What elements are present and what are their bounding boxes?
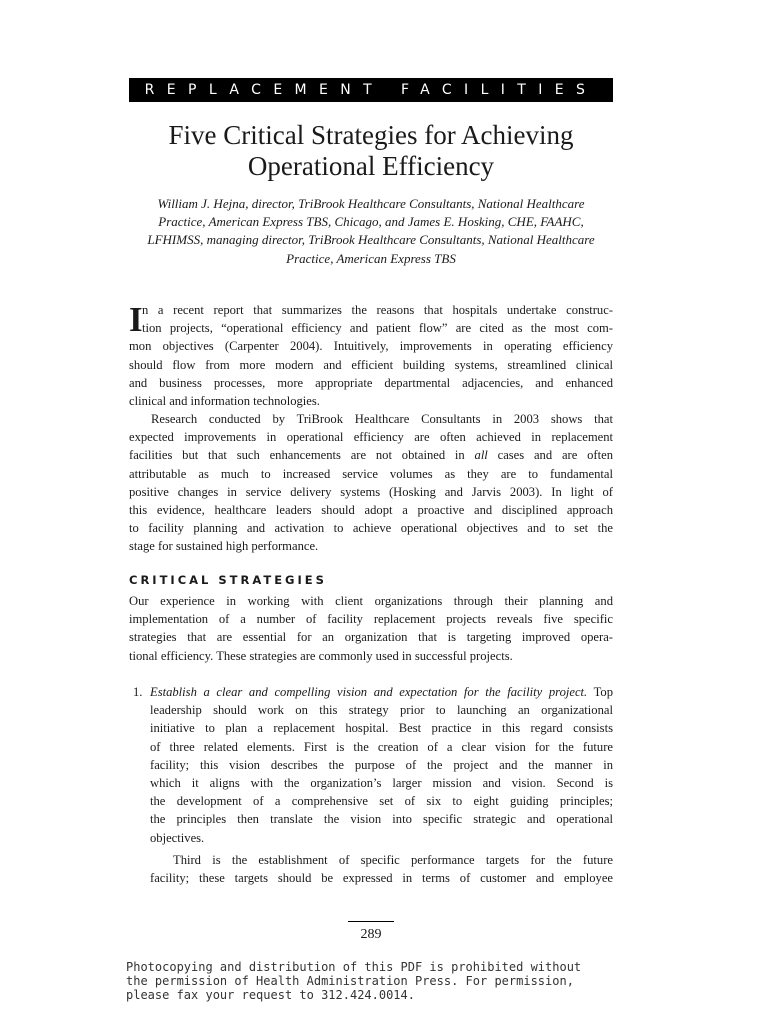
text-line: mon objectives (Carpenter 2004). Intuitively, improvements in operating efficiency <box>129 339 613 354</box>
text-line: stage for sustained high performance. <box>129 539 319 554</box>
strategy-list-item <box>129 683 613 887</box>
drop-cap: I <box>129 300 143 339</box>
author-byline <box>118 195 624 268</box>
footer-line: please fax your request to 312.424.0014. <box>126 988 415 1002</box>
text-line: and business processes, more appropriate departmental adjacencies, and enhanced <box>129 375 613 390</box>
text-line: this evidence, healthcare leaders should adopt a proactive and disciplined approach <box>129 503 613 518</box>
page-number-rule <box>348 921 394 922</box>
section-banner: REPLACEMENT FACILITIES <box>129 78 613 102</box>
text-line: attributable as much to increased service volumes as they are to fundamental <box>129 466 613 481</box>
text-line: positive changes in service delivery systems (Hosking and Jarvis 2003). In light of <box>129 484 613 499</box>
section-heading: CRITICAL STRATEGIES <box>129 573 327 587</box>
author-line: LFHIMSS, managing director, TriBrook Healthcare Consultants, National Healthcare <box>147 232 595 248</box>
intro-paragraph <box>129 301 613 410</box>
text-line: tional efficiency. These strategies are commonly used in successful projects. <box>129 648 513 663</box>
text-line: of three related elements. First is the creation of a clear vision for the future <box>150 739 613 754</box>
text-line: Research conducted by TriBrook Healthcare Consultants in 2003 shows that <box>151 412 613 426</box>
list-item-continuation <box>150 851 613 887</box>
text-run: cases and are often <box>487 448 613 463</box>
text-run: facilities but that such enhancements are not obtained in <box>129 448 475 463</box>
text-line: which it aligns with the organization’s larger mission and vision. Second is <box>150 776 613 791</box>
footer-line: Photocopying and distribution of this PDF is prohibited without <box>126 960 582 974</box>
text-line: clinical and information technologies. <box>129 394 320 409</box>
text-line: to facility planning and activation to achieve operational objectives and to set the <box>129 521 613 536</box>
text-line: tion projects, “operational efficiency and patient flow” are cited as the most com- <box>142 321 613 336</box>
article-title <box>100 120 642 182</box>
author-line: Practice, American Express TBS, Chicago, and James E. Hosking, CHE, FAAHC, <box>158 214 584 230</box>
strategies-intro-paragraph <box>129 592 613 665</box>
text-line: facility; this vision describes the purpose of the project and the manner in <box>150 757 613 772</box>
title-line: Operational Efficiency <box>247 151 495 181</box>
text-line: strategies that are essential for an organization that is targeting improved opera- <box>129 630 613 645</box>
text-line: initiative to plan a replacement hospital. Best practice in this regard consists <box>150 721 613 736</box>
text-line: n a recent report that summarizes the reasons that hospitals undertake construc- <box>142 303 613 317</box>
author-line: William J. Hejna, director, TriBrook Healthcare Consultants, National Healthcare <box>157 196 585 211</box>
text-line: Our experience in working with client organizations through their planning and <box>129 594 613 608</box>
text-line: should flow from more modern and efficient building systems, streamlined clinical <box>129 357 613 372</box>
text-line: leadership should work on this strategy prior to launching an organizational <box>150 703 613 718</box>
list-item-text <box>150 683 613 887</box>
text-line: Third is the establishment of specific performance targets for the future <box>173 852 613 867</box>
text-line <box>150 683 613 701</box>
research-paragraph <box>129 410 613 556</box>
text-line: objectives. <box>150 830 205 845</box>
text-line: facility; these targets should be expressed in terms of customer and employee <box>150 871 613 886</box>
text-line: implementation of a number of facility replacement projects reveals five specific <box>129 612 613 627</box>
page-number: 289 <box>360 927 382 942</box>
text-line: the principles then translate the vision into specific strategic and operational <box>150 812 613 827</box>
text-run: Top <box>587 685 613 699</box>
footer-line: the permission of Health Administration Press. For permission, <box>126 974 574 988</box>
strategy-title: Establish a clear and compelling vision and expectation for the facility project. <box>150 685 588 699</box>
author-line: Practice, American Express TBS <box>286 250 456 266</box>
text-line <box>129 446 613 464</box>
copyright-footer <box>126 960 646 1002</box>
emphasis-all: all <box>474 448 488 463</box>
title-line: Five Critical Strategies for Achieving <box>168 120 574 150</box>
text-line: expected improvements in operational efficiency are often achieved in replacement <box>129 430 613 445</box>
text-line: the development of a comprehensive set of six to eight guiding principles; <box>150 794 613 809</box>
list-number: 1. <box>133 685 143 699</box>
